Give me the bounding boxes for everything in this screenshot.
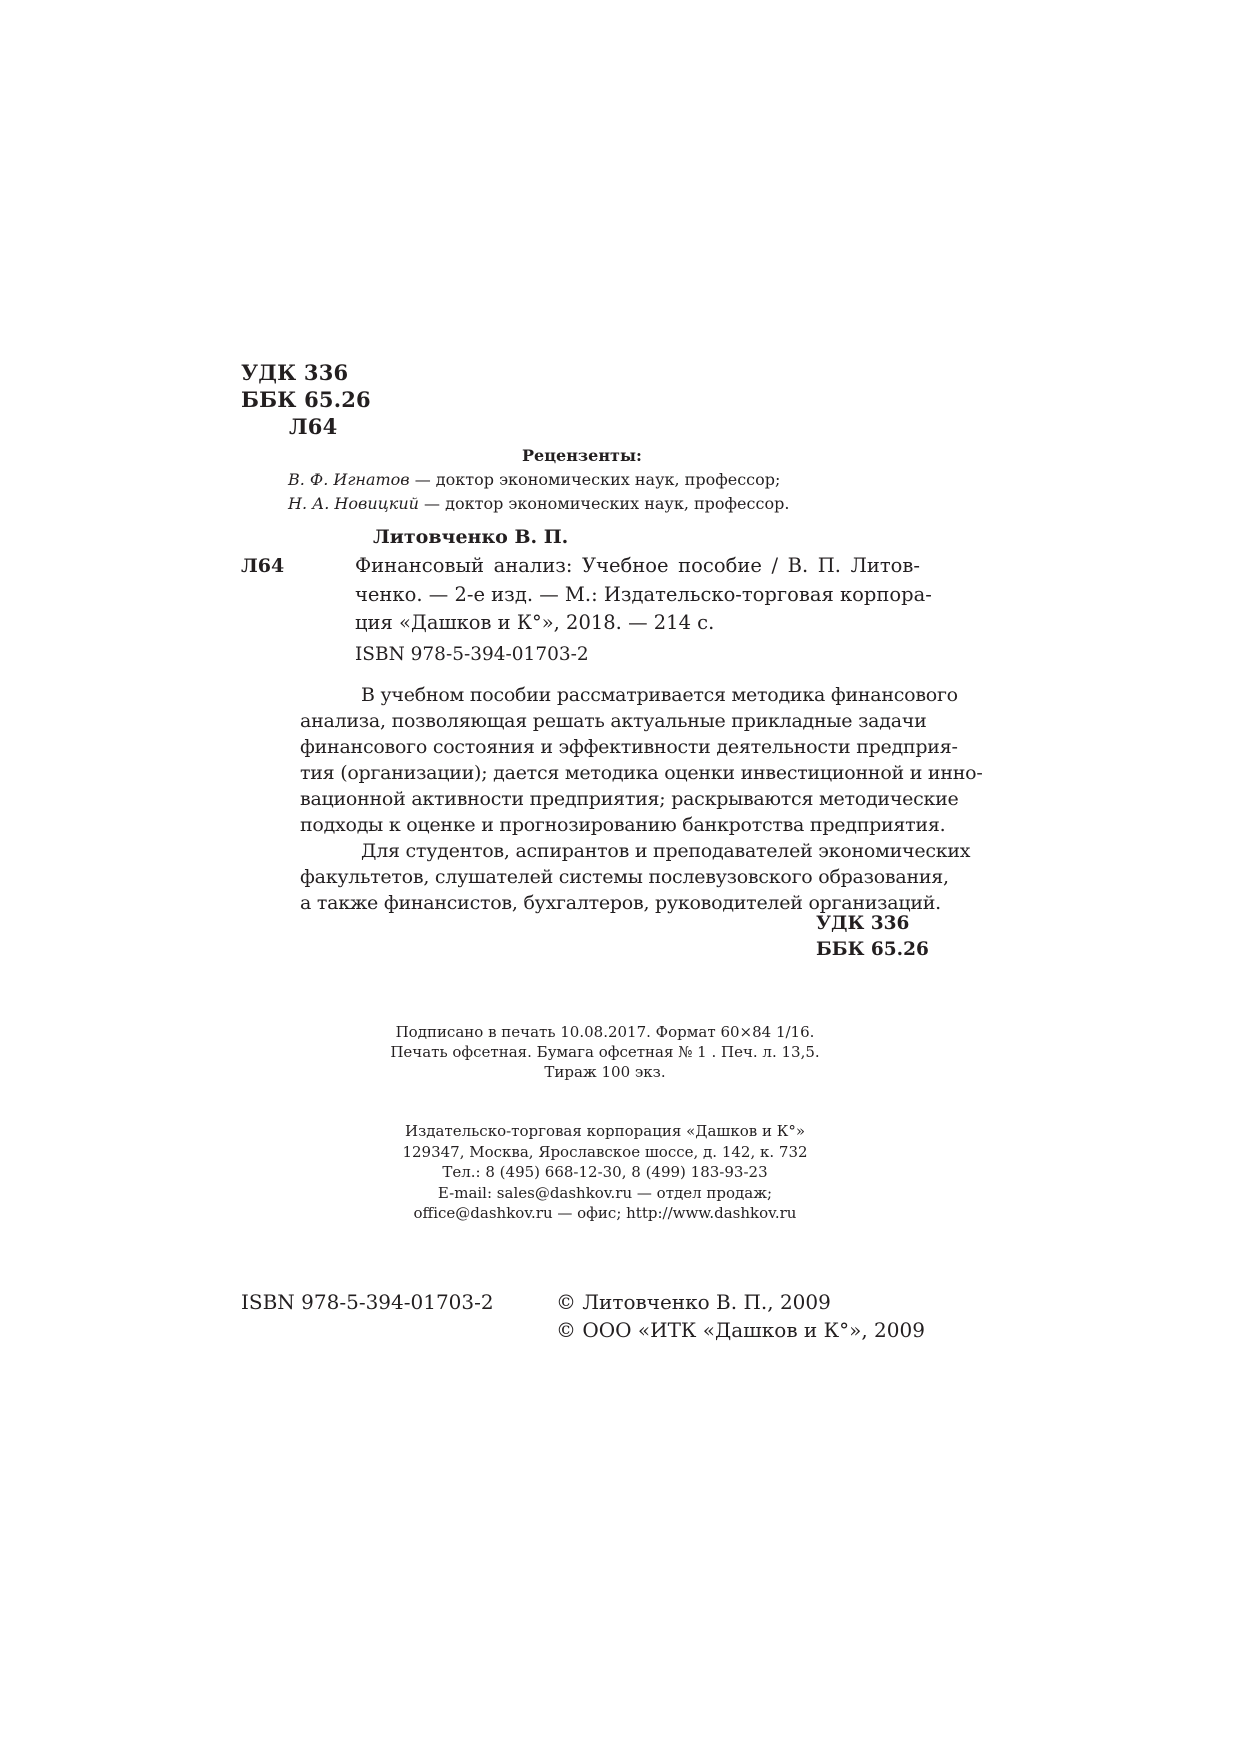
annotation-line: вационной активности предприятия; раскрываются методические — [300, 788, 959, 810]
publisher-line: office@dashkov.ru — офис; http://www.dashkov.ru — [413, 1204, 797, 1222]
publisher-line: 129347, Москва, Ярославское шоссе, д. 142, к. 732 — [402, 1142, 808, 1161]
annotation-udk: УДК 336 — [816, 913, 910, 934]
annotation-bbk: ББК 65.26 — [816, 939, 929, 960]
print-info-line: Подписано в печать 10.08.2017. Формат 60×84 1/16. — [395, 1023, 815, 1041]
copyright-author: © Литовченко В. П., 2009 — [556, 1290, 831, 1314]
annotation-paragraph-1 — [300, 682, 983, 838]
publisher-line: Тел.: 8 (495) 668-12-30, 8 (499) 183-93-23 — [442, 1163, 768, 1181]
annotation-line: анализа, позволяющая решать актуальные прикладные задачи — [300, 710, 927, 732]
bottom-isbn: ISBN 978-5-394-01703-2 — [241, 1290, 494, 1314]
annotation-line: В учебном пособии рассматривается методика финансового — [361, 684, 958, 706]
print-info-line: Тираж 100 экз. — [544, 1063, 666, 1081]
reviewer-1-name: В. Ф. Игнатов — [288, 470, 410, 489]
reviewers-heading: Рецензенты: — [522, 446, 642, 465]
reviewer-1 — [288, 470, 780, 489]
biblio-line: ченко. — 2-е изд. — М.: Издательско-торговая корпора- — [355, 582, 932, 606]
book-isbn: ISBN 978-5-394-01703-2 — [355, 644, 589, 665]
annotation-line: а также финансистов, бухгалтеров, руководителей организаций. — [300, 892, 941, 914]
annotation-line: подходы к оценке и прогнозированию банкротства предприятия. — [300, 814, 946, 836]
annotation-line: тия (организации); дается методика оценки инвестиционной и инно- — [300, 762, 983, 784]
bbk-code: ББК 65.26 — [241, 387, 371, 412]
annotation-paragraph-2 — [300, 838, 971, 916]
publisher-info — [330, 1121, 880, 1224]
annotation-line: факультетов, слушателей системы послевузовского образования, — [300, 866, 949, 888]
book-author: Литовченко В. П. — [373, 526, 569, 548]
print-info — [330, 1022, 880, 1082]
book-mark: Л64 — [241, 555, 285, 577]
print-info-line: Печать офсетная. Бумага офсетная № 1 . Печ. л. 13,5. — [390, 1043, 820, 1061]
biblio-line: ция «Дашков и К°», 2018. — 214 с. — [355, 611, 715, 634]
reviewer-2-name: Н. А. Новицкий — [288, 494, 419, 513]
copyright-publisher: © ООО «ИТК «Дашков и К°», 2009 — [556, 1318, 925, 1342]
author-mark: Л64 — [289, 414, 338, 439]
reviewer-2 — [288, 494, 789, 513]
biblio-line: Финансовый анализ: Учебное пособие / В. П. Литов- — [355, 554, 920, 577]
annotation-line: Для студентов, аспирантов и преподавателей экономических — [361, 840, 971, 862]
bibliographic-description — [355, 552, 932, 638]
annotation-line: финансового состояния и эффективности деятельности предприя- — [300, 736, 958, 758]
udk-code: УДК 336 — [241, 360, 349, 385]
reviewer-2-desc: — доктор экономических наук, профессор. — [418, 494, 790, 513]
publisher-line: Издательско-торговая корпорация «Дашков и К°» — [404, 1122, 805, 1140]
publisher-line: E-mail: sales@dashkov.ru — отдел продаж; — [437, 1183, 773, 1202]
reviewer-1-desc: — доктор экономических наук, профессор; — [409, 470, 781, 489]
